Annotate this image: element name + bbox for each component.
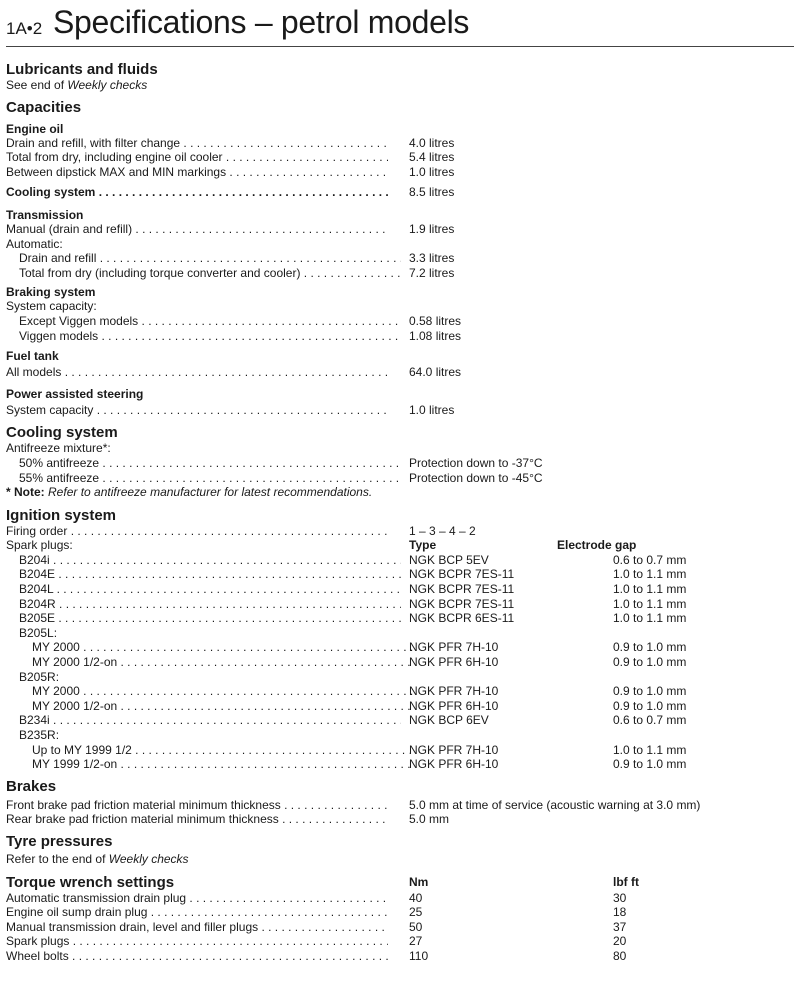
plug-type: NGK BCP 5EV — [409, 552, 489, 567]
plug-gap: 0.9 to 1.0 mm — [613, 640, 687, 655]
spec-label: Front brake pad friction material minimum thickness . . . — [6, 798, 388, 813]
plug-type: NGK PFR 7H-10 — [409, 742, 499, 757]
spec-value: 5.0 mm — [409, 812, 450, 827]
plug-engine: MY 2000 1/2-on . . . — [6, 699, 414, 714]
plug-gap: 1.0 to 1.1 mm — [613, 611, 687, 626]
spec-value: 8.5 litres — [409, 185, 455, 200]
lbf-column-header: lbf ft — [613, 874, 639, 889]
spec-label: All models . . . — [6, 365, 388, 380]
spec-row — [6, 471, 794, 486]
spec-row — [6, 266, 794, 281]
torque-label: Engine oil sump drain plug . . . — [6, 905, 388, 920]
spec-page — [6, 0, 794, 964]
type-column-header: Type — [409, 538, 437, 553]
tyres-note-ref: Weekly checks — [108, 851, 189, 866]
spec-value: 1.08 litres — [409, 328, 462, 343]
torque-nm: 50 — [409, 919, 423, 934]
plug-gap: 0.9 to 1.0 mm — [613, 757, 687, 772]
plug-type: NGK BCPR 7ES-11 — [409, 596, 515, 611]
spec-value: 1.0 litres — [409, 164, 455, 179]
plug-type: NGK BCPR 7ES-11 — [409, 582, 515, 597]
capacities-heading: Capacities — [6, 98, 82, 116]
torque-row — [6, 920, 794, 935]
plug-row — [6, 582, 794, 597]
plug-type: NGK BCPR 6ES-11 — [409, 611, 515, 626]
plug-engine: B235R: — [19, 728, 60, 742]
spec-label: Total from dry, including engine oil cooler . . . — [6, 150, 388, 165]
spec-row — [6, 365, 794, 380]
plug-row — [6, 553, 794, 568]
plug-gap: 1.0 to 1.1 mm — [613, 567, 687, 582]
plug-engine: B234i . . . — [6, 713, 401, 728]
spec-value: 7.2 litres — [409, 265, 455, 280]
torque-lbf: 80 — [613, 948, 627, 963]
nm-column-header: Nm — [409, 874, 429, 889]
plug-engine: B205L: — [19, 625, 58, 640]
spec-label: Drain and refill . . . — [6, 251, 401, 266]
plug-group-row — [6, 626, 794, 641]
torque-label: Wheel bolts . . . — [6, 949, 388, 964]
plug-engine: B205R: — [19, 669, 60, 684]
spec-label: Cooling system . . . — [6, 185, 388, 200]
plug-type: NGK BCP 6EV — [409, 713, 489, 728]
spec-row — [6, 812, 794, 827]
plug-row — [6, 684, 794, 699]
plug-engine: MY 2000 . . . — [6, 640, 414, 655]
spec-row — [6, 524, 794, 539]
spec-label: 50% antifreeze . . . — [6, 456, 401, 471]
spec-value: Protection down to -45°C — [409, 470, 543, 485]
torque-lbf: 30 — [613, 890, 627, 905]
torque-label: Spark plugs . . . — [6, 934, 388, 949]
plug-engine: B204i . . . — [6, 553, 401, 568]
torque-label: Automatic transmission drain plug . . . — [6, 891, 388, 906]
spec-label: Firing order . . . — [6, 524, 388, 539]
plug-group-row — [6, 670, 794, 685]
spec-label: Rear brake pad friction material minimum thickness . . . — [6, 812, 388, 827]
plug-gap: 1.0 to 1.1 mm — [613, 742, 687, 757]
plug-row — [6, 567, 794, 582]
plug-type: NGK BCPR 7ES-11 — [409, 567, 515, 582]
torque-nm: 25 — [409, 905, 423, 920]
plug-type: NGK PFR 6H-10 — [409, 655, 499, 670]
plug-gap: 0.9 to 1.0 mm — [613, 698, 687, 713]
spec-row — [6, 403, 794, 418]
plug-row — [6, 743, 794, 758]
ignition-heading: Ignition system — [6, 506, 117, 524]
cooling-heading: Cooling system — [6, 424, 118, 442]
spec-value: 5.0 mm at time of service (acoustic warning at 3.0 mm) — [409, 797, 701, 812]
spec-label: Manual (drain and refill) . . . — [6, 222, 388, 237]
plug-gap: 0.6 to 0.7 mm — [613, 552, 687, 567]
spec-value: 1 – 3 – 4 – 2 — [409, 523, 476, 538]
plug-gap: 0.6 to 0.7 mm — [613, 713, 687, 728]
spec-row — [6, 538, 794, 553]
plug-engine: MY 2000 1/2-on . . . — [6, 655, 414, 670]
torque-row — [6, 949, 794, 964]
spec-value: 4.0 litres — [409, 135, 455, 150]
plug-type: NGK PFR 6H-10 — [409, 698, 499, 713]
plug-engine: B204L . . . — [6, 582, 401, 597]
torque-label: Manual transmission drain, level and filler plugs . . . — [6, 920, 388, 935]
plug-engine: MY 2000 . . . — [6, 684, 414, 699]
steering-heading: Power assisted steering — [6, 386, 144, 401]
lubricants-note-text: See end of — [6, 78, 68, 92]
plug-group-row — [6, 728, 794, 743]
tyres-heading: Tyre pressures — [6, 832, 113, 850]
plug-row — [6, 757, 794, 772]
spec-value: 3.3 litres — [409, 251, 455, 266]
torque-row — [6, 905, 794, 920]
braking-heading: Braking system — [6, 285, 96, 300]
brakes-heading: Brakes — [6, 777, 57, 795]
lubricants-heading: Lubricants and fluids — [6, 61, 158, 78]
plug-type: NGK PFR 6H-10 — [409, 757, 499, 772]
spec-value: 64.0 litres — [409, 365, 462, 380]
lubricants-note — [6, 78, 794, 93]
page-header — [6, 0, 794, 47]
plug-row — [6, 597, 794, 612]
note-text: Refer to antifreeze manufacturer for latest recommendations. — [48, 485, 373, 500]
spec-row — [6, 329, 794, 344]
spec-row — [6, 165, 794, 180]
spec-label: Spark plugs: — [6, 538, 73, 553]
plug-row — [6, 611, 794, 626]
gap-column-header: Electrode gap — [557, 538, 637, 553]
spec-value: 0.58 litres — [409, 313, 462, 328]
plug-engine: MY 1999 1/2-on . . . — [6, 757, 414, 772]
plug-engine: B204E . . . — [6, 567, 401, 582]
plug-gap: 1.0 to 1.1 mm — [613, 596, 687, 611]
spec-label: Total from dry (including torque converter and cooler) . . . — [6, 266, 401, 281]
page-number: 1A•2 — [6, 19, 43, 38]
torque-lbf: 18 — [613, 905, 627, 920]
spec-row — [6, 150, 794, 165]
tyres-note-text: Refer to the end of — [6, 851, 109, 866]
torque-nm: 110 — [409, 948, 429, 963]
spec-content — [6, 47, 794, 964]
plug-row — [6, 640, 794, 655]
spec-label: Antifreeze mixture*: — [6, 441, 111, 456]
spec-row — [6, 798, 794, 813]
spec-label: System capacity . . . — [6, 403, 388, 418]
spec-value: Protection down to -37°C — [409, 455, 543, 470]
page-title: Specifications – petrol models — [53, 4, 470, 40]
spec-value: 5.4 litres — [409, 150, 455, 165]
spec-label: 55% antifreeze . . . — [6, 471, 401, 486]
spec-row — [6, 136, 794, 151]
spec-row — [6, 251, 794, 266]
tyres-note — [6, 852, 794, 867]
plug-gap: 0.9 to 1.0 mm — [613, 684, 687, 699]
transmission-heading: Transmission — [6, 207, 84, 222]
plug-row — [6, 655, 794, 670]
spec-row — [6, 314, 794, 329]
torque-lbf: 20 — [613, 934, 627, 949]
spec-value: 1.0 litres — [409, 402, 455, 417]
plug-engine: Up to MY 1999 1/2 . . . — [6, 743, 414, 758]
plug-row — [6, 699, 794, 714]
torque-heading: Torque wrench settings — [6, 873, 175, 891]
plug-gap: 1.0 to 1.1 mm — [613, 582, 687, 597]
spec-row — [6, 299, 794, 314]
fuel-tank-heading: Fuel tank — [6, 349, 59, 364]
spec-label: Except Viggen models . . . — [6, 314, 401, 329]
spec-row — [6, 237, 794, 252]
spec-row — [6, 222, 794, 237]
torque-row — [6, 891, 794, 906]
note-label: * Note: — [6, 485, 45, 500]
torque-nm: 40 — [409, 890, 423, 905]
plug-type: NGK PFR 7H-10 — [409, 640, 499, 655]
spec-label: Drain and refill, with filter change . . . — [6, 136, 388, 151]
plug-type: NGK PFR 7H-10 — [409, 684, 499, 699]
spec-value: 1.9 litres — [409, 221, 455, 236]
torque-lbf: 37 — [613, 919, 627, 934]
spec-label: Between dipstick MAX and MIN markings . . . — [6, 165, 388, 180]
plug-gap: 0.9 to 1.0 mm — [613, 655, 687, 670]
spec-label: System capacity: — [6, 299, 97, 314]
torque-nm: 27 — [409, 934, 423, 949]
spec-row — [6, 456, 794, 471]
torque-header-row — [6, 874, 794, 891]
engine-oil-heading: Engine oil — [6, 121, 64, 136]
spec-label: Automatic: — [6, 236, 63, 251]
torque-row — [6, 934, 794, 949]
plug-engine: B205E . . . — [6, 611, 401, 626]
spec-row — [6, 441, 794, 456]
antifreeze-note — [6, 485, 794, 500]
plug-engine: B204R . . . — [6, 597, 401, 612]
spec-label: Viggen models . . . — [6, 329, 401, 344]
spec-row — [6, 185, 794, 200]
lubricants-note-ref: Weekly checks — [67, 78, 148, 92]
plug-row — [6, 713, 794, 728]
